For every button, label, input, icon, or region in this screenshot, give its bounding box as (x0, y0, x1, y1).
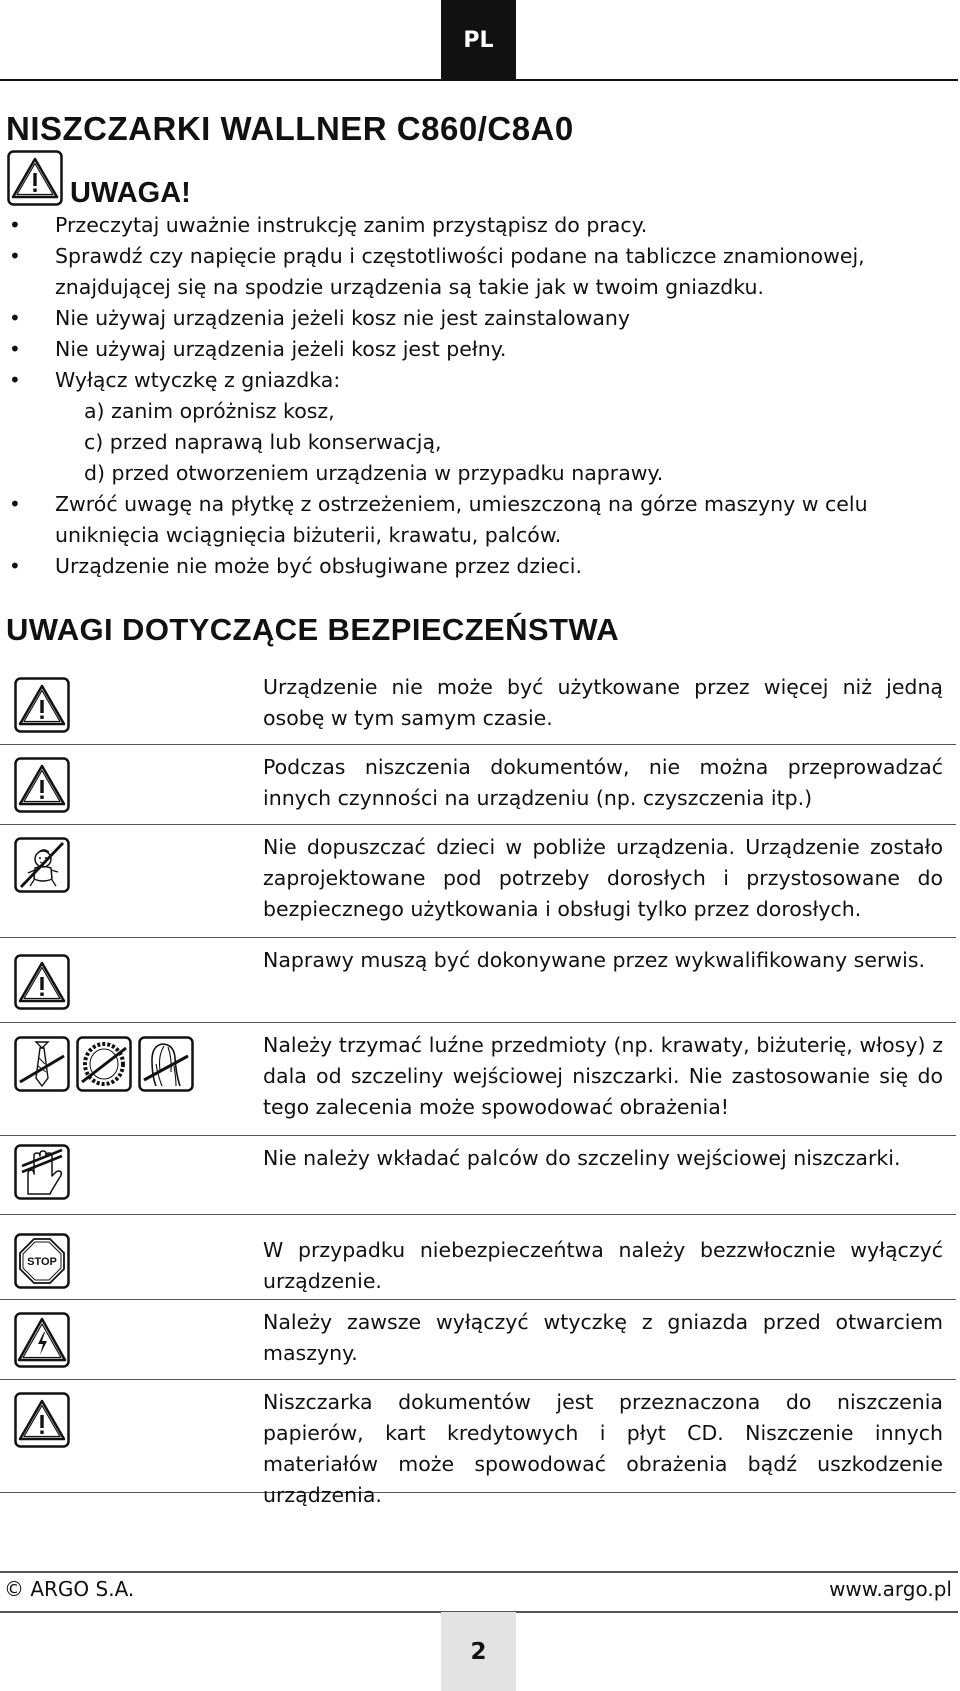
safety-row (0, 745, 956, 825)
list-item: • Sprawdź czy napięcie prądu i częstotliwości podane na tabliczce znamionowej, znajdującej się na spodzie urządzenia są takie jak w twoim gniazdku. (6, 241, 941, 303)
safety-text: Niszczarka dokumentów jest przeznaczona do niszczenia papierów, kart kredytowych i płyt CD. Niszczenie innych materiałów może spowodować obrażenia bądź uszkodzenie urządzenia. (263, 1390, 943, 1507)
sub-item: a) zanim opróżnisz kosz, (84, 399, 335, 423)
safety-row (0, 1215, 956, 1300)
safety-text: Należy zawsze wyłączyć wtyczkę z gniazda przed otwarciem maszyny. (263, 1310, 943, 1365)
electric-hazard-icon (14, 1312, 70, 1368)
warning-icon (6, 150, 64, 206)
warning-icon (14, 1392, 70, 1448)
no-fingers-icon (14, 1144, 70, 1200)
list-item: • Nie używaj urządzenia jeżeli kosz nie jest zainstalowany (6, 303, 941, 334)
safety-row (0, 1136, 956, 1215)
sub-item: c) przed naprawą lub konserwacją, (84, 430, 442, 454)
footer-divider (0, 1571, 958, 1573)
no-hair-icon (138, 1036, 194, 1092)
warning-list (6, 210, 941, 582)
safety-text: Urządzenie nie może być użytkowane przez więcej niż jedną osobę w tym samym czasie. (263, 675, 943, 730)
list-item: • Nie używaj urządzenia jeżeli kosz jest pełny. (6, 334, 941, 365)
safety-text: W przypadku niebezpieczeńtwa należy bezzwłocznie wyłączyć urządzenie. (263, 1238, 943, 1293)
warning-heading (6, 150, 191, 209)
copyright: © ARGO S.A. (4, 1577, 135, 1601)
no-children-icon (14, 837, 70, 893)
website-link[interactable]: www.argo.pl (829, 1577, 952, 1601)
safety-text: Należy trzymać luźne przedmioty (np. krawaty, biżuterię, włosy) z dala od szczeliny wejściowej niszczarki. Nie zastosowanie się do tego zalecenia może spowodować obrażenia! (263, 1033, 943, 1119)
safety-row (0, 825, 956, 938)
warning-icon (14, 757, 70, 813)
no-tie-icon (14, 1036, 70, 1092)
warning-label: UWAGA! (70, 177, 191, 209)
safety-table (0, 665, 956, 1507)
page-number: 2 (441, 1612, 516, 1691)
safety-text: Naprawy muszą być dokonywane przez wykwalifikowany serwis. (263, 948, 926, 972)
list-item: • Urządzenie nie może być obsługiwane przez dzieci. (6, 551, 941, 582)
list-item: • Przeczytaj uważnie instrukcję zanim przystąpisz do pracy. (6, 210, 941, 241)
safety-text: Nie dopuszczać dzieci w pobliże urządzenia. Urządzenie zostało zaprojektowane pod potrzeby dorosłych i przystosowane do bezpiecznego użytkowania i obsługi tylko przez dorosłych. (263, 835, 943, 921)
safety-row (0, 1380, 956, 1507)
section-title: UWAGI DOTYCZĄCE BEZPIECZEŃSTWA (6, 612, 620, 647)
safety-row (0, 1023, 956, 1136)
safety-row (0, 665, 956, 745)
top-divider (0, 79, 958, 81)
stop-label: STOP (27, 1256, 57, 1268)
list-item: • Wyłącz wtyczkę z gniazdka: a) zanim opróżnisz kosz, c) przed naprawą lub konserwacją, d) przed otworzeniem urządzenia w przypadku naprawy. (6, 365, 941, 489)
warning-icon (14, 677, 70, 733)
no-jewelry-icon (76, 1036, 132, 1092)
language-tab: PL (441, 0, 516, 80)
safety-row (0, 938, 956, 1023)
page-title: NISZCZARKI WALLNER C860/C8A0 (6, 110, 574, 147)
sub-item: d) przed otworzeniem urządzenia w przypadku naprawy. (84, 461, 664, 485)
list-item: • Zwróć uwagę na płytkę z ostrzeżeniem, umieszczoną na górze maszyny w celu uniknięcia wciągnięcia biżuterii, krawatu, palców. (6, 489, 941, 551)
warning-icon (14, 954, 70, 1010)
safety-row (0, 1300, 956, 1380)
safety-text: Nie należy wkładać palców do szczeliny wejściowej niszczarki. (263, 1146, 901, 1170)
stop-icon (14, 1233, 70, 1289)
safety-text: Podczas niszczenia dokumentów, nie można przeprowadzać innych czynności na urządzeniu (np. czyszczenia itp.) (263, 755, 943, 810)
